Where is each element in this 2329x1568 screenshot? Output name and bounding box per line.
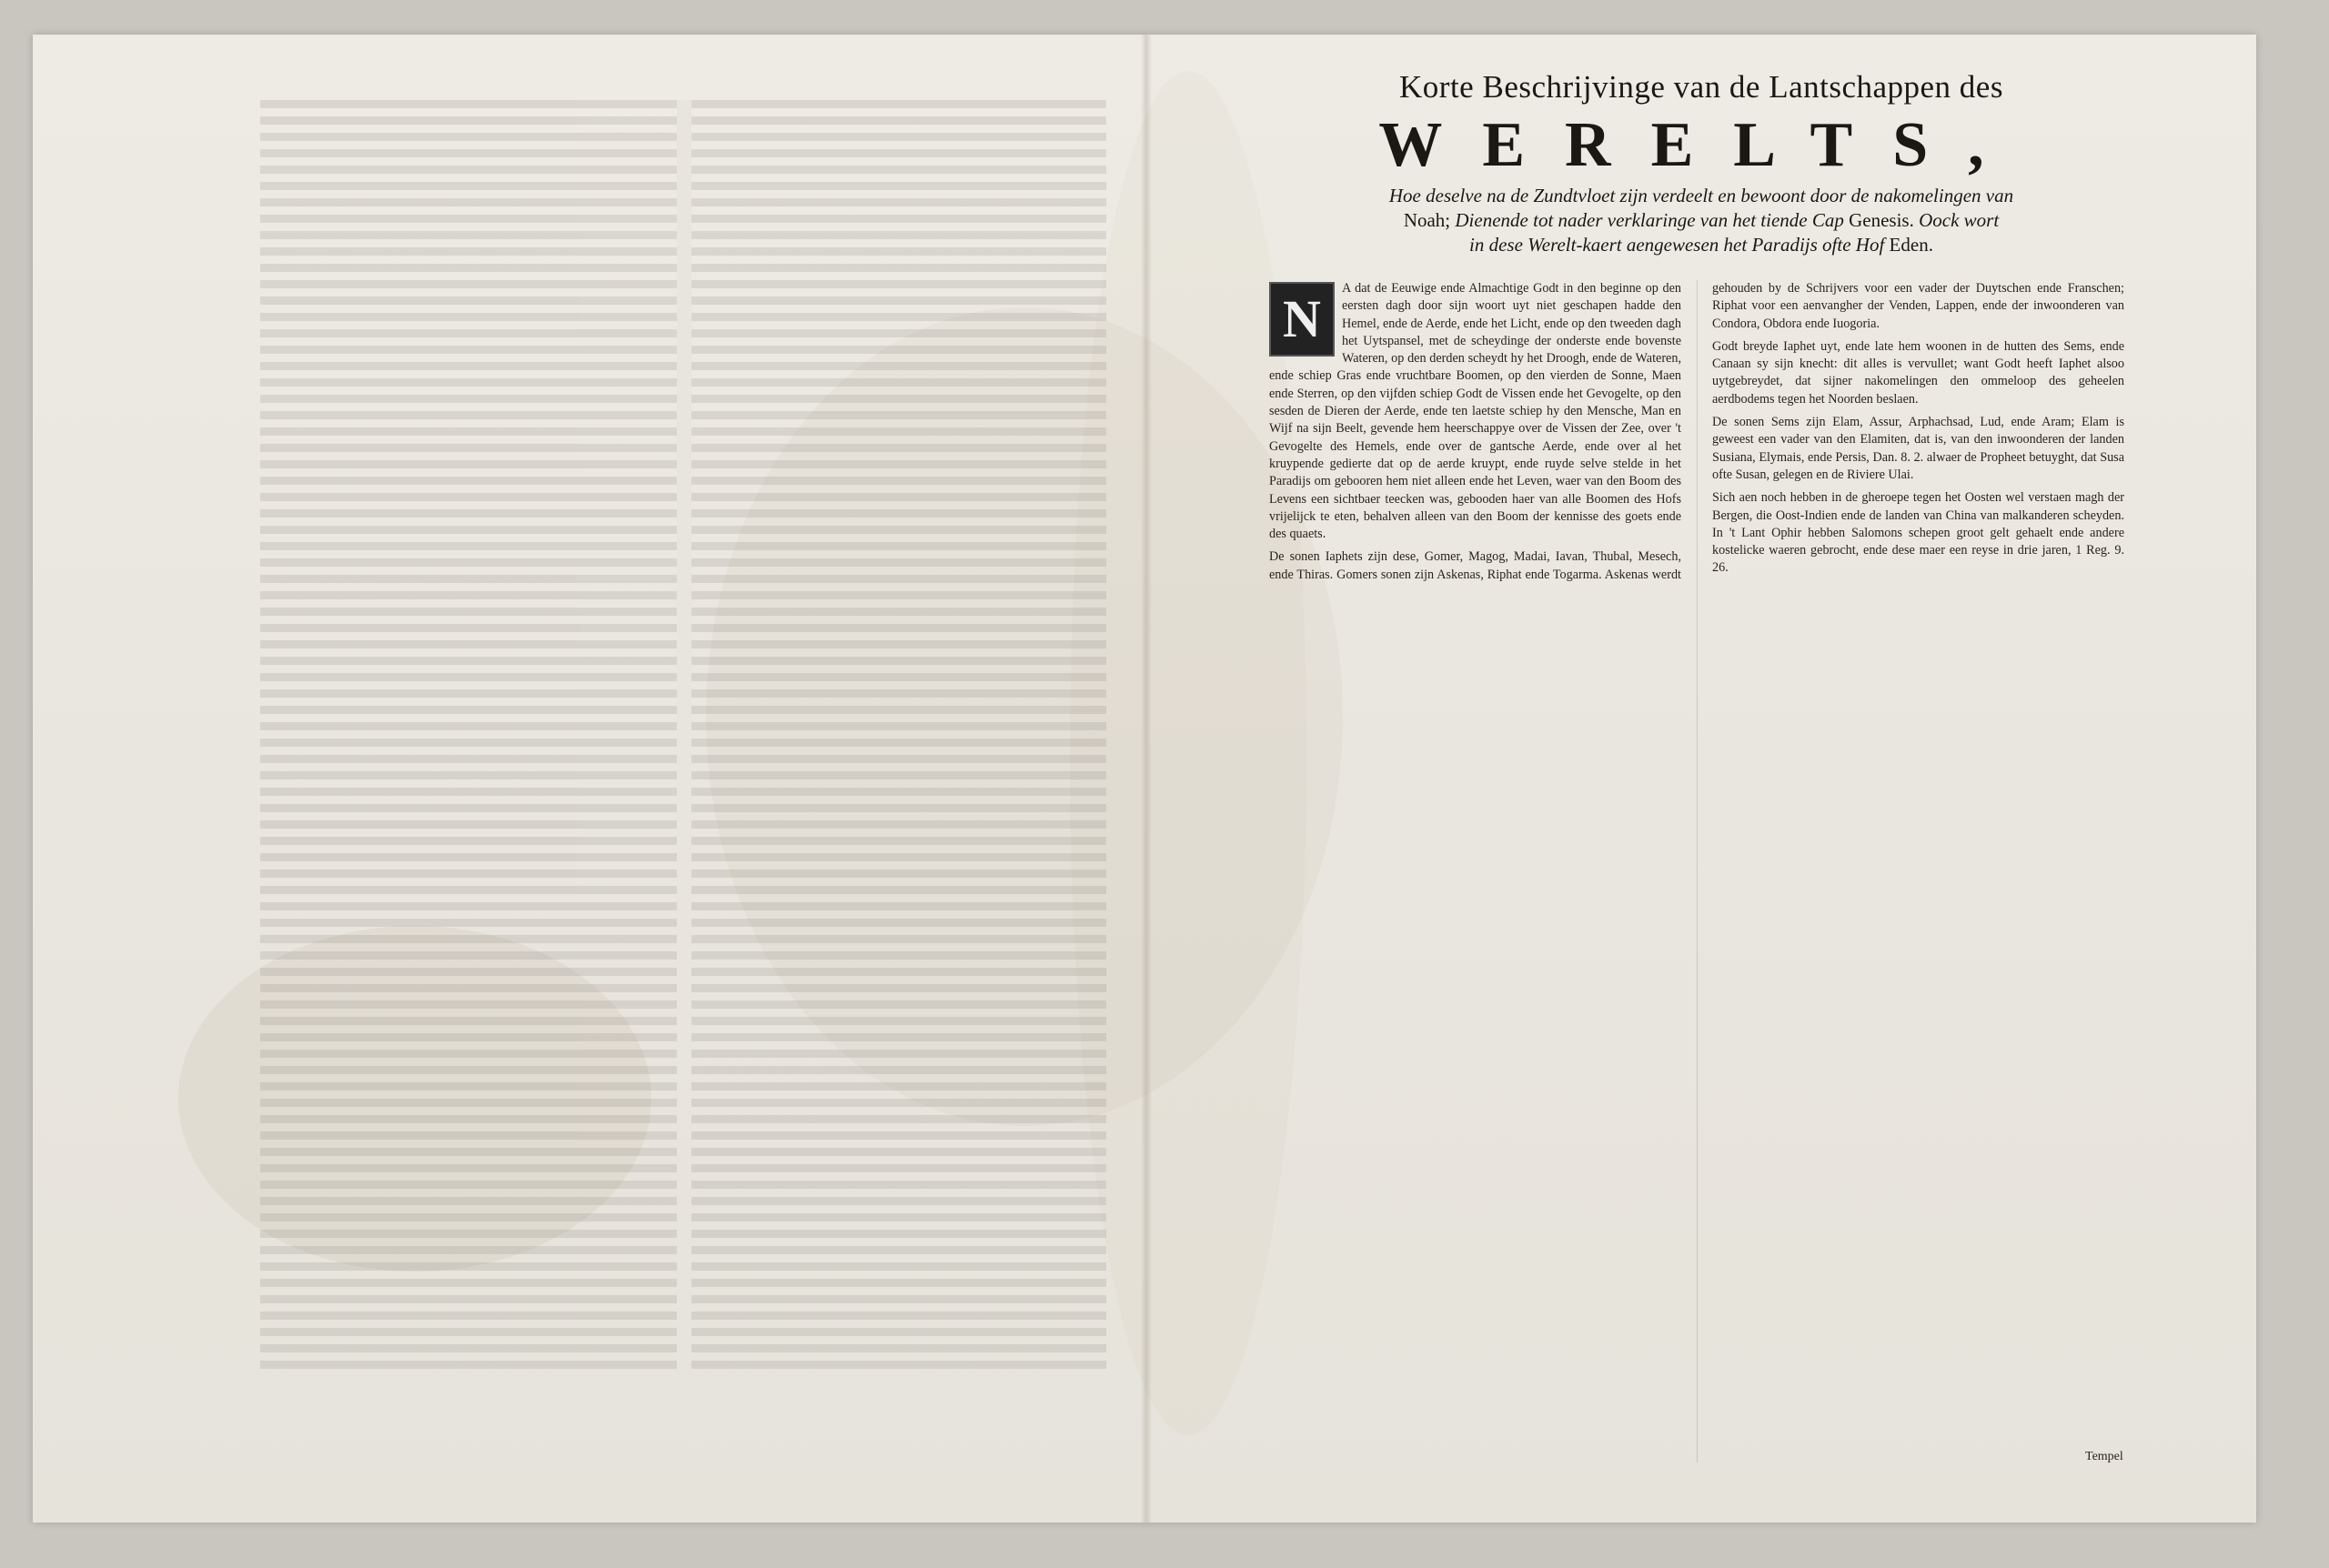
show-through-text-block <box>260 100 1106 1373</box>
title-main: WERELTS, <box>1378 110 2024 180</box>
subtitle-genesis: Genesis. <box>1849 209 1920 231</box>
subtitle-oock: Oock wort <box>1919 209 2000 231</box>
title-line-1: Korte Beschrijvinge van de Lantschappen des <box>1399 69 2003 105</box>
subtitle-line-1: Hoe deselve na de Zundtvloet zijn verdeelt en bewoont door de nakomelingen van <box>1388 185 2014 206</box>
subtitle-dienende: Dienende tot nader verklaringe van het tiende Cap <box>1455 209 1850 231</box>
decorated-initial: N <box>1269 282 1335 357</box>
subtitle-noah: Noah; <box>1403 209 1456 231</box>
subtitle-eden: Eden. <box>1889 234 1933 256</box>
title-block <box>1255 64 2147 257</box>
paragraph: Godt breyde Iaphet uyt, ende late hem woonen in de hutten des Sems, ende Canaan sy sijn knecht: dit alles is vervullet; want Godt heeft Iaphet alsoo uytgebreydet, dat sijner nakomelingen den ommeloop des geheelen aerdbodems tegen het Noorden beslaen. <box>1712 338 2124 407</box>
paragraph: A dat de Eeuwige ende Almachtige Godt in den beginne op den eersten dagh door sijn woort uyt niet geschapen hadde den Hemel, ende de Aerde, ende het Licht, ende op den tweeden dagh het Uytspansel, met de scheydinge der onderste ende bovenste Wateren, op den derden scheydt hy het Droogh, ende de Wateren, ende schiep Gras ende vruchtbare Boomen, op den vierden de Sonne, Maen ende Sterren, op den vijfden schiep Godt de Vissen ende het Gevogelte, op den sesden de Dieren der Aerde, ende ten laetste schiep hy den Mensche, Man en Wijf na sijn Beelt, gevende hem heerschappye over de Vissen der Zee, over 't Gevogelte des Hemels, ende over de gantsche Aerde, ende over al het kruypende gedierte dat op de aerde kruypt, ende ruyde selve stelde in het Paradijs om gebooren hem niet alleen ende het Leven, waer van den Boom des Levens een sichtbaer teecken was, gebooden haer van alle Boomen des Hofs vrijelijck te eten, behalven alleen van den Boom der kennisse des goets ende des quaets. <box>1269 281 1681 542</box>
paragraph: Sich aen noch hebben in de gheroepe tegen het Oosten wel verstaen magh der Bergen, die Oost-Indien ende de landen van China van malkanderen scheyden. In 't Lant Ophir hebben Salomons schepen groot gelt gehaelt ende andere kostelicke waeren gebrocht, ende dese maer een reyse in drie jaren, 1 Reg. 9. 26. <box>1712 490 2124 576</box>
subtitle-paradijs: in dese Werelt-kaert aengewesen het Paradijs ofte Hof <box>1469 234 1890 256</box>
subtitle-line-2 <box>1255 208 2147 233</box>
paragraph: De sonen Sems zijn Elam, Assur, Arphachsad, Lud, ende Aram; Elam is geweest een vader van den Elamiten, dat is, van den inwoonderen der landen Susiana, Elymais, ende Persis, Dan. 8. 2. alwaer de Propheet betuyght, dat Susa ofte Susan, gelegen en de Riviere Ulai. <box>1712 415 2124 482</box>
center-fold <box>1141 35 1152 1523</box>
description-text <box>1269 280 2124 1462</box>
paragraph: De sonen Iaphets zijn dese, Gomer, Magog, Madai, Iavan, Thubal, Mesech, ende Thiras. Gomers sonen zijn Askenas, Riphat ende Togarma. Askenas werdt gehouden by de Schrijvers voor een vader der Duytschen ende Franschen; Riphat voor een aenvangher der Venden, Lappen, ende der inwoonderen van Condora, Obdora ende Iuogoria. <box>1269 281 2124 582</box>
show-through-column-gap <box>677 100 691 1373</box>
catchword: Tempel <box>2085 1450 2123 1463</box>
subtitle-line-3 <box>1255 233 2147 257</box>
